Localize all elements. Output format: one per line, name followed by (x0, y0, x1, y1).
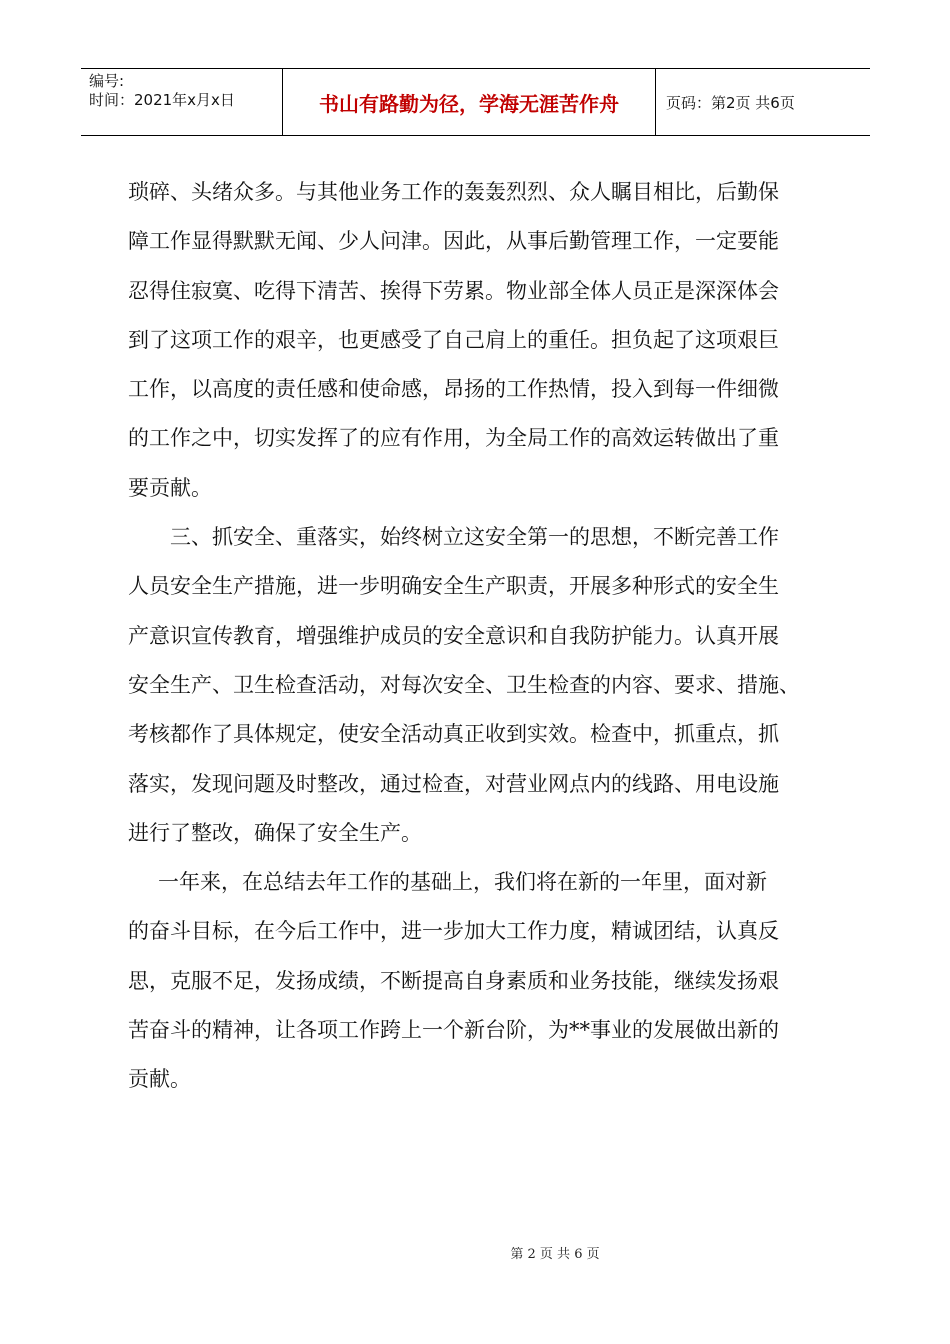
text-line: 产意识宣传教育，增强维护成员的安全意识和自我防护能力。认真开展 (128, 623, 779, 648)
text-line: 贡献。 (128, 1067, 191, 1092)
text-line: 障工作显得默默无闻、少人问津。因此，从事后勤管理工作，一定要能 (128, 229, 779, 254)
page-footer: 第 2 页 共 6 页 (510, 1247, 600, 1262)
time-label: 时间：2021年x月x日 (89, 91, 235, 109)
number-label: 编号: (89, 72, 125, 90)
text-line: 一年来，在总结去年工作的基础上，我们将在新的一年里，面对新 (158, 870, 767, 895)
text-line: 进行了整改，确保了安全生产。 (128, 820, 422, 845)
body-text (128, 172, 828, 1109)
text-line: 苦奋斗的精神，让各项工作跨上一个新台阶，为**事业的发展做出新的 (128, 1018, 779, 1043)
text-line: 要贡献。 (128, 475, 212, 500)
text-line: 忍得住寂寞、吃得下清苦、挨得下劳累。物业部全体人员正是深深体会 (128, 278, 779, 303)
header-table (81, 68, 870, 136)
text-line: 的工作之中，切实发挥了的应有作用，为全局工作的高效运转做出了重 (128, 426, 779, 451)
text-line: 安全生产、卫生检查活动，对每次安全、卫生检查的内容、要求、措施、 (128, 672, 800, 697)
header-page-label: 页码：第2页 共6页 (666, 93, 795, 112)
text-line: 考核都作了具体规定，使安全活动真正收到实效。检查中，抓重点，抓 (128, 722, 779, 747)
text-line: 人员安全生产措施，进一步明确安全生产职责，开展多种形式的安全生 (128, 574, 779, 599)
text-line: 琐碎、头绪众多。与其他业务工作的轰轰烈烈、众人瞩目相比，后勤保 (128, 180, 779, 204)
text-line: 三、抓安全、重落实，始终树立这安全第一的思想，不断完善工作 (149, 525, 779, 550)
text-line: 的奋斗目标，在今后工作中，进一步加大工作力度，精诚团结，认真反 (128, 919, 779, 944)
header-motto: 书山有路勤为径，学海无涯苦作舟 (282, 69, 656, 135)
header-meta (81, 69, 282, 135)
text-line: 到了这项工作的艰辛，也更感受了自己肩上的重任。担负起了这项艰巨 (128, 327, 779, 352)
text-line: 工作，以高度的责任感和使命感，昂扬的工作热情，投入到每一件细微 (128, 377, 779, 402)
text-line: 落实，发现问题及时整改，通过检查，对营业网点内的线路、用电设施 (128, 771, 779, 796)
text-line: 思，克服不足，发扬成绩，不断提高自身素质和业务技能，继续发扬艰 (128, 968, 779, 993)
